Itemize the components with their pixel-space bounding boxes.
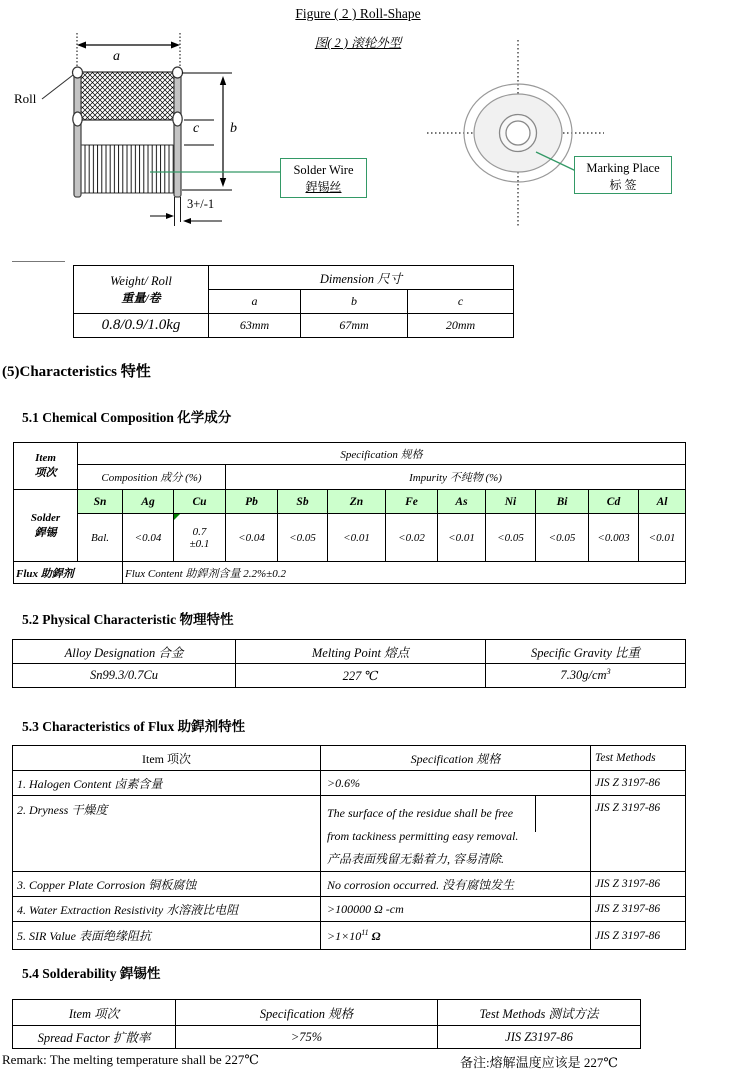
flux-content-cell: Flux Content 助銲剂含量 2.2%±0.2 [123, 562, 686, 584]
solderability-table [12, 999, 641, 1049]
element-header-fe: Fe [386, 490, 438, 514]
gravity-header: Specific Gravity 比重 [486, 640, 686, 664]
value-cu: 0.7 ±0.1 [174, 514, 226, 562]
remark-zh: 备注:熔解温度应该是 227℃ [460, 1055, 618, 1070]
melting-header: Melting Point 熔点 [236, 640, 486, 664]
weight-roll-header: Weight/ Roll 重量/卷 [74, 266, 209, 314]
element-header-cd: Cd [589, 490, 639, 514]
flange-dim-label: 3+/-1 [187, 197, 215, 211]
b-value: 67mm [301, 314, 408, 338]
marking-place-callout [574, 156, 672, 194]
value-zn: <0.01 [328, 514, 386, 562]
flux-row-item: 3. Copper Plate Corrosion 铜板腐蚀 [13, 872, 321, 897]
weight-value: 0.8/0.9/1.0kg [74, 314, 209, 338]
element-header-ag: Ag [123, 490, 174, 514]
element-header-cu: Cu [174, 490, 226, 514]
value-as: <0.01 [438, 514, 486, 562]
flux-row-test: JIS Z 3197-86 [591, 796, 686, 872]
section-5-4-heading: 5.4 Solderability 銲锡性 [22, 966, 161, 981]
flux-row-item: 2. Dryness 干燥度 [13, 796, 321, 872]
flux-row-test: JIS Z 3197-86 [591, 922, 686, 950]
element-header-sb: Sb [278, 490, 328, 514]
solder-wire-callout [280, 158, 367, 198]
solder-wire-label-en: Solder Wire [293, 163, 354, 177]
flux-row-item: 4. Water Extraction Resistivity 水溶液比电阻 [13, 897, 321, 922]
element-header-ni: Ni [486, 490, 536, 514]
element-header-sn: Sn [78, 490, 123, 514]
sold-item-header: Item 项次 [13, 1000, 176, 1026]
figure-title: Figure ( 2 ) Roll-Shape [295, 6, 421, 21]
col-c-header: c [408, 290, 514, 314]
marking-place-label-en: Marking Place [586, 161, 660, 175]
value-cd: <0.003 [589, 514, 639, 562]
value-ag: <0.04 [123, 514, 174, 562]
flux-row-spec: >100000 Ω -cm [321, 897, 591, 922]
value-fe: <0.02 [386, 514, 438, 562]
border-fragment [12, 261, 65, 262]
melting-value: 227 ℃ [236, 664, 486, 688]
impurity-header-cell: Impurity 不纯物 (%) [226, 465, 686, 490]
dim-c-label: c [193, 121, 200, 136]
dim-b-label: b [230, 121, 237, 136]
marking-place-label-zh: 标 签 [609, 178, 637, 192]
c-value: 20mm [408, 314, 514, 338]
physical-characteristic-table [12, 639, 686, 688]
solder-wire-label-zh: 銲锡丝 [305, 180, 342, 194]
col-a-header: a [209, 290, 301, 314]
solder-label-cell: Solder 銲锡 [14, 490, 78, 562]
item-header-cell: Item 项次 [14, 443, 78, 490]
section-5-heading: (5)Characteristics 特性 [2, 364, 151, 380]
dimension-header: Dimension 尺寸 [209, 266, 514, 290]
col-b-header: b [301, 290, 408, 314]
cell-split-line [535, 796, 536, 832]
flux-row-spec: >0.6% [321, 771, 591, 796]
a-value: 63mm [209, 314, 301, 338]
sold-spec-value: >75% [176, 1026, 438, 1049]
flux-row-test: JIS Z 3197-86 [591, 771, 686, 796]
value-ni: <0.05 [486, 514, 536, 562]
flux-row-test: JIS Z 3197-86 [591, 872, 686, 897]
sold-spec-header: Specification 规格 [176, 1000, 438, 1026]
sold-test-value: JIS Z3197-86 [438, 1026, 641, 1049]
figure-subtitle: 图( 2 ) 滚轮外型 [314, 36, 402, 50]
alloy-value: Sn99.3/0.7Cu [13, 664, 236, 688]
remark-en: Remark: The melting temperature shall be 227℃ [2, 1052, 259, 1067]
flux-characteristics-table [12, 745, 686, 950]
value-sb: <0.05 [278, 514, 328, 562]
flux-item-header: Item 项次 [13, 746, 321, 771]
section-5-3-heading: 5.3 Characteristics of Flux 助銲剂特性 [22, 719, 246, 734]
comment-marker-icon [174, 514, 180, 520]
gravity-value: $7.30g/cm^3$ [486, 664, 686, 688]
element-header-al: Al [639, 490, 686, 514]
flux-row-spec: No corrosion occurred. 没有腐蚀发生 [321, 872, 591, 897]
value-bi: <0.05 [536, 514, 589, 562]
flux-row-spec: $>1\times 10^{11}$ Ω [321, 922, 591, 950]
flux-spec-header: Specification 规格 [321, 746, 591, 771]
element-header-zn: Zn [328, 490, 386, 514]
flux-row-item: 5. SIR Value 表面绝缘阻抗 [13, 922, 321, 950]
sold-test-header: Test Methods 测试方法 [438, 1000, 641, 1026]
spec-header-cell: Specification 规格 [78, 443, 686, 465]
flux-test-header: Test Methods [591, 746, 686, 771]
value-pb: <0.04 [226, 514, 278, 562]
section-5-2-heading: 5.2 Physical Characteristic 物理特性 [22, 612, 234, 627]
value-sn: Bal. [78, 514, 123, 562]
dim-a-label: a [113, 49, 120, 64]
alloy-header: Alloy Designation 合金 [13, 640, 236, 664]
flux-label-cell: Flux 助銲剂 [14, 562, 123, 584]
element-header-pb: Pb [226, 490, 278, 514]
flux-row-item: 1. Halogen Content 卤素含量 [13, 771, 321, 796]
weight-dimension-table [73, 265, 514, 338]
chemical-composition-table [13, 442, 686, 584]
flux-row-spec: The surface of the residue shall be free from tackiness permitting easy removal. 产品表面残留无黏着力, 容易清除. [321, 796, 591, 872]
sold-item-value: Spread Factor 扩散率 [13, 1026, 176, 1049]
element-header-as: As [438, 490, 486, 514]
value-al: <0.01 [639, 514, 686, 562]
element-header-bi: Bi [536, 490, 589, 514]
composition-header-cell: Composition 成分 (%) [78, 465, 226, 490]
roll-label: Roll [14, 91, 37, 106]
flux-row-test: JIS Z 3197-86 [591, 897, 686, 922]
roll-shape-diagram [0, 0, 750, 256]
section-5-1-heading: 5.1 Chemical Composition 化学成分 [22, 410, 232, 425]
